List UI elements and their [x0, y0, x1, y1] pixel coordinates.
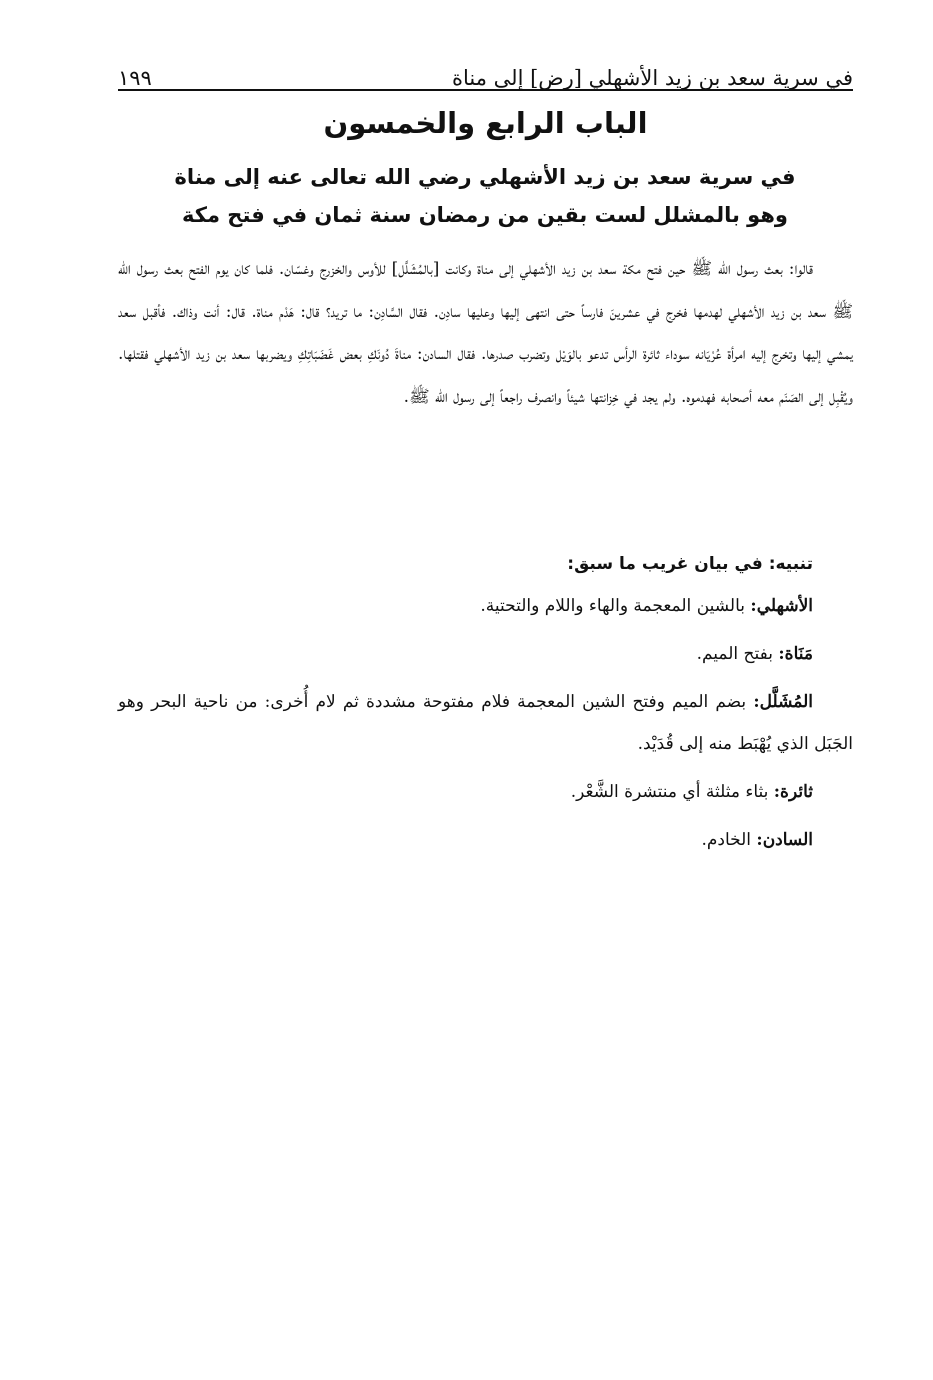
note-definition: الخادم.	[701, 830, 757, 850]
note-term: المُشَلَّل:	[753, 692, 813, 712]
header-rule	[118, 89, 853, 91]
note-item	[118, 633, 853, 675]
note-term: ثائرة:	[773, 782, 813, 802]
running-title: في سرية سعد بن زيد الأشهلي [رض] إلى مناة	[452, 66, 853, 90]
note-term: مَنَاة:	[778, 644, 813, 664]
note-definition: بثاء مثلثة أي منتشرة الشَّعْر.	[570, 782, 774, 802]
subtitle-line-2: وهو بالمشلل لست بقين من رمضان سنة ثمان في فتح مكة	[182, 203, 788, 227]
note-definition: بالشين المعجمة والهاء واللام والتحتية.	[480, 596, 751, 616]
note-item	[118, 681, 853, 765]
running-header	[118, 50, 853, 90]
body-paragraph: قالوا: بعث رسول الله ﷺ حين فتح مكة سعد بن زيد الأشهلي إلى مناة وكانت [بالمُشَلَّل] للأوس والخزرج وغسّان. فلما كان يوم الفتح بعث رسول الله ﷺ سعد بن زيد الأشهلي لهدمها فخرج في عشرينَ فارساً حتى انتهى إليها وعليها سادِن. فقال السَّادِن: ما تريد؟ قال: هَدْم مناة. قال: أنت وذاك. فأقبل سعد يمشي إليها وتخرج إليه امرأة عُرْيَانه سوداء ثائرة الرأس تدعو بالوَيْل وتضرب صدرها. فقال السادن: مناةَ دُونَكِ بعض غَضَبَاتِكِ ويضربها سعد بن زيد الأشهلي فقتلها. ويُقْبِل إلى الصَنَم معه أصحابه فهدموه. ولم يجد في خِزانتها شيئاً وانصرف راجعاً إلى رسول الله ﷺ.	[118, 259, 853, 407]
chapter-subtitle	[160, 158, 810, 234]
page-number: ١٩٩	[118, 66, 152, 90]
note-term: السادن:	[756, 830, 813, 850]
note-definition: بفتح الميم.	[696, 644, 779, 664]
note-definition: بضم الميم وفتح الشين المعجمة فلام مفتوحة مشددة ثم لام أُخرى: من ناحية البحر وهو الجَبَل الذي يُهْبَط منه إلى قُدَيْد.	[118, 692, 853, 754]
note-item	[118, 585, 853, 627]
note-item	[118, 819, 853, 861]
note-item	[118, 771, 853, 813]
subtitle-line-1: في سرية سعد بن زيد الأشهلي رضي الله تعالى عنه إلى مناة	[174, 165, 796, 189]
note-term: الأشهلي:	[750, 596, 813, 616]
notes-title: تنبيه: في بيان غريب ما سبق:	[567, 554, 813, 574]
notes-section	[118, 543, 853, 867]
chapter-heading: الباب الرابع والخمسون	[323, 106, 648, 140]
